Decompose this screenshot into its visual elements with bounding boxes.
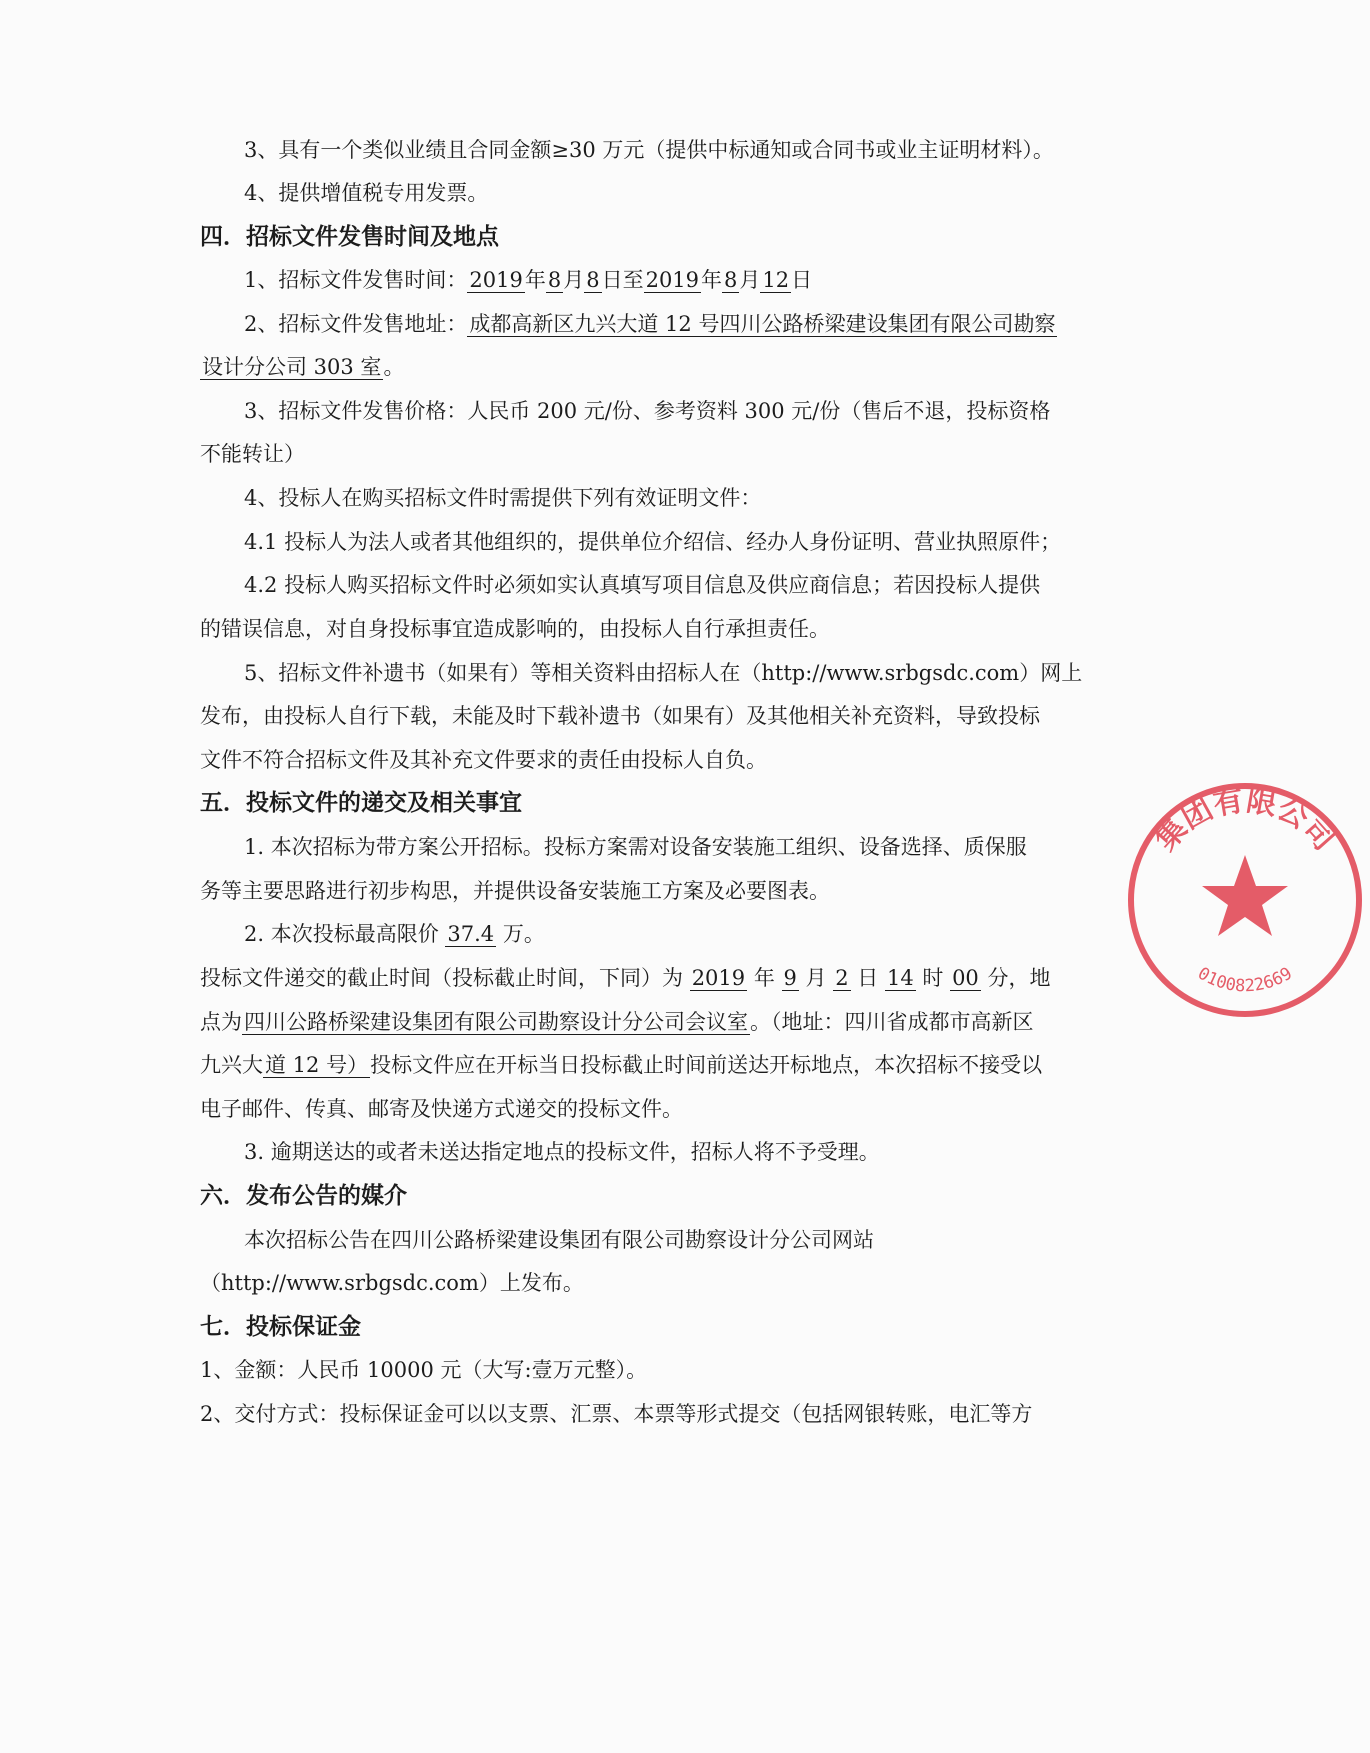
section-6-heading: 六．发布公告的媒介 (200, 1183, 407, 1209)
sale-time: 1、招标文件发售时间：2019年8月8日至2019年8月12日 (244, 268, 813, 292)
bid-scheme-line1: 1. 本次招标为带方案公开招标。投标方案需对设备安装施工组织、设备选择、质保服 (244, 835, 1027, 859)
seal-code: 0100822669 (1194, 963, 1296, 997)
addendum-line2: 发布，由投标人自行下载，未能及时下载补遗书（如果有）及其他相关补充资料，导致投标 (200, 704, 1040, 728)
bid-scheme-line2: 务等主要思路进行初步构思，并提供设备安装施工方案及必要图表。 (200, 879, 830, 903)
required-documents-4-1: 4.1 投标人为法人或者其他组织的，提供单位介绍信、经办人身份证明、营业执照原件； (244, 530, 1062, 554)
section-4-heading: 四．招标文件发售时间及地点 (200, 224, 499, 250)
addendum-line3: 文件不符合招标文件及其补充文件要求的责任由投标人自负。 (200, 748, 767, 772)
seal-text: 集团有限公司 (1148, 783, 1342, 858)
addendum-line1: 5、招标文件补遗书（如果有）等相关资料由招标人在（http://www.srbgsdc.com）网上 (244, 661, 1083, 685)
sale-price-line1: 3、招标文件发售价格：人民币 200 元/份、参考资料 300 元/份（售后不退，投标资格 (244, 399, 1051, 423)
qualification-3: 3、具有一个类似业绩且合同金额≥30 万元（提供中标通知或合同书或业主证明材料）。 (244, 138, 1054, 162)
section-5-heading: 五．投标文件的递交及相关事宜 (200, 790, 522, 816)
sale-address-line1: 2、招标文件发售地址：成都高新区九兴大道 12 号四川公路桥梁建设集团有限公司勘察 (244, 312, 1056, 336)
sale-address-line2: 设计分公司 303 室。 (202, 355, 405, 379)
media-line1: 本次招标公告在四川公路桥梁建设集团有限公司勘察设计分公司网站 (244, 1228, 874, 1252)
sale-price-line2: 不能转让） (200, 442, 305, 466)
company-seal-stamp (1120, 775, 1370, 1025)
deposit-payment: 2、交付方式：投标保证金可以以支票、汇票、本票等形式提交（包括网银转账，电汇等方 (200, 1402, 1033, 1426)
required-documents-4-2-line1: 4.2 投标人购买招标文件时必须如实认真填写项目信息及供应商信息；若因投标人提供 (244, 573, 1041, 597)
venue-line1: 点为四川公路桥梁建设集团有限公司勘察设计分公司会议室。（地址：四川省成都市高新区 (200, 1010, 1034, 1034)
section-7-heading: 七．投标保证金 (200, 1314, 361, 1340)
seal-star (1202, 855, 1288, 936)
venue-line3: 电子邮件、传真、邮寄及快递方式递交的投标文件。 (200, 1097, 683, 1121)
venue-line2: 九兴大道 12 号）投标文件应在开标当日投标截止时间前送达开标地点，本次招标不接受以 (200, 1053, 1043, 1077)
deposit-amount: 1、金额：人民币 10000 元（大写:壹万元整）。 (200, 1358, 648, 1382)
deadline: 投标文件递交的截止时间（投标截止时间，下同）为 2019 年 9 月 2 日 14 时 00 分，地 (200, 966, 1051, 990)
qualification-4: 4、提供增值税专用发票。 (244, 181, 489, 205)
max-price: 2. 本次投标最高限价 37.4 万。 (244, 922, 545, 946)
required-documents-4-2-line2: 的错误信息，对自身投标事宜造成影响的，由投标人自行承担责任。 (200, 617, 830, 641)
required-documents: 4、投标人在购买招标文件时需提供下列有效证明文件： (244, 486, 762, 510)
late-submission: 3. 逾期送达的或者未送达指定地点的投标文件，招标人将不予受理。 (244, 1140, 880, 1164)
media-line2: （http://www.srbgsdc.com）上发布。 (200, 1271, 584, 1295)
